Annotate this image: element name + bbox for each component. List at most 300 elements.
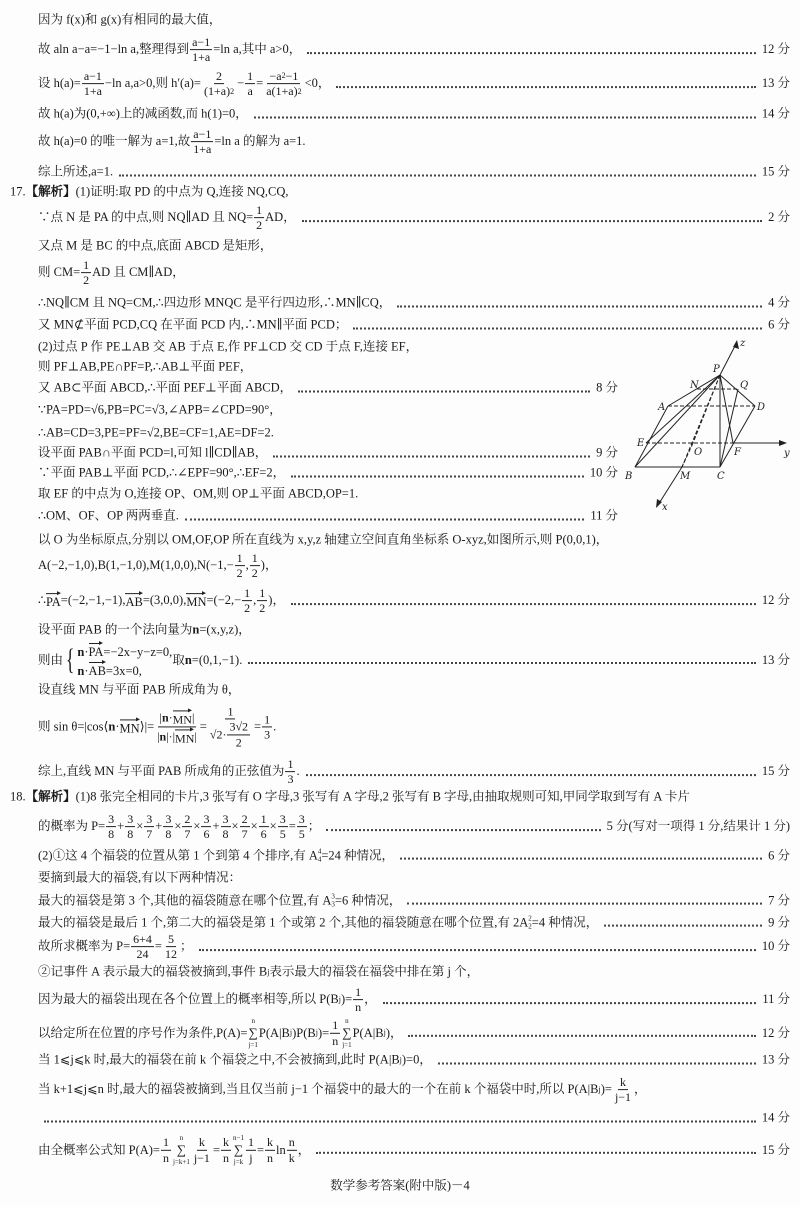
math-text: 2	[236, 566, 243, 581]
score-label: 12 分	[761, 1025, 790, 1040]
fraction	[297, 812, 307, 842]
score-label: 6 分	[768, 317, 790, 332]
solution-line	[38, 487, 618, 502]
bold-text: n	[108, 719, 116, 734]
equation-system	[63, 641, 172, 679]
solution-line	[38, 239, 790, 254]
superscript: 3	[331, 892, 335, 901]
math-text: 以 O 为坐标原点,分别以 OM,OF,OP 所在直线为 x,y,z 轴建立空间直角坐标系 O-xyz,如图所示,则 P(0,0,1)，	[38, 532, 609, 547]
math-text: =ln a,其中 a>0，	[213, 42, 302, 57]
math-text: A(−2,−1,0),B(1,−1,0),M(1,0,0),N(−1,−	[38, 558, 234, 573]
denominator	[353, 1001, 363, 1015]
solution-line	[38, 1017, 790, 1049]
fraction	[246, 1135, 256, 1165]
numerator	[259, 812, 269, 827]
math-text: 取 EF 的中点为 O,连接 OP、OM,则 OP⊥平面 ABCD,OP=1.	[38, 486, 359, 501]
score-label: 12 分	[761, 593, 790, 608]
solution-line	[38, 915, 790, 932]
math-text: 3	[108, 812, 115, 827]
label-Q: Q	[740, 380, 749, 391]
math-text: 2	[216, 69, 223, 84]
line-text	[38, 239, 272, 254]
math-text: 1	[259, 586, 266, 601]
label-D: D	[757, 402, 766, 413]
math-text: )，	[268, 593, 285, 608]
denominator	[221, 1151, 231, 1165]
vector: AB	[89, 660, 106, 679]
math-text: =(3,0,0),	[142, 593, 187, 608]
sum-upper: n	[345, 1016, 349, 1025]
superscript: 4	[317, 847, 322, 856]
dotted-leader	[44, 1120, 756, 1122]
line-text	[38, 757, 300, 787]
label-z: z	[740, 338, 746, 349]
math-text: ∴NQ∥CM 且 NQ=CM,∴四边形 MNQC 是平行四边形,∴MN∥CQ，	[38, 295, 392, 310]
math-text: 要摘到最大的福袋,有以下两种情况：	[38, 870, 242, 885]
math-text: 2	[259, 601, 266, 616]
math-text: .	[296, 764, 300, 779]
math-text: =	[256, 76, 264, 91]
math-text: =−2x−y−z=0,	[103, 645, 173, 659]
math-text: =(−2,−	[206, 593, 242, 608]
math-text: 综上所述,a=1.	[38, 164, 114, 179]
denominator	[235, 567, 245, 581]
bold-text: 【解析】	[25, 789, 76, 804]
math-text: ×	[231, 819, 239, 834]
fraction	[259, 812, 269, 842]
math-text: 1+a	[192, 50, 211, 65]
math-text: −ln a,a>0,则 h′(a)=	[104, 76, 201, 91]
sum-icon: ∑	[248, 1025, 258, 1041]
system-row	[77, 641, 172, 660]
math-text: 6+4	[133, 932, 152, 947]
solution-line	[38, 107, 790, 122]
y-arrow-icon	[779, 440, 787, 446]
line-text	[38, 932, 193, 962]
bold-text: n	[77, 645, 85, 659]
math-text: )=	[317, 1025, 330, 1040]
numerator	[166, 932, 176, 947]
math-text: 2	[251, 566, 258, 581]
label-x: x	[662, 502, 668, 513]
system-rows	[77, 641, 172, 679]
math-text: ,	[253, 593, 257, 608]
fraction	[613, 1075, 633, 1105]
dotted-leader	[326, 829, 600, 831]
math-text: 2	[241, 812, 248, 827]
solution-line	[38, 466, 618, 481]
numerator	[262, 712, 272, 727]
math-text: ∵点 N 是 PA 的中点,则 NQ∥AD 且 NQ=	[38, 210, 254, 225]
math-text: ；	[179, 939, 193, 954]
score-label: 2 分	[768, 210, 790, 225]
math-text: =(x,y,z)，	[199, 622, 251, 637]
denominator	[240, 828, 250, 842]
solution-line	[38, 641, 790, 679]
denominator	[613, 1091, 633, 1105]
math-text: =3x=0,	[105, 664, 142, 678]
fraction	[254, 203, 264, 233]
vector: PA	[46, 592, 61, 611]
fraction	[221, 812, 231, 842]
math-text: 因为 f(x)和 g(x)有相同的最大值，	[38, 12, 222, 27]
math-text: 则 CM=	[38, 265, 81, 280]
denominator	[82, 85, 104, 99]
dotted-leader	[438, 1062, 756, 1064]
math-text: 1	[227, 704, 234, 719]
numerator	[82, 69, 104, 84]
superscript: 2	[230, 86, 235, 96]
line-text	[38, 318, 347, 333]
math-text: 故 aln a−a=−1−ln a,整理得到	[38, 42, 190, 57]
denominator	[297, 828, 307, 842]
vector: MN	[186, 592, 206, 611]
numerator	[163, 812, 173, 827]
solution-line	[38, 533, 790, 548]
math-text: (2)①这 4 个福袋的位置从第 1 个到第 4 个排序,有 A	[38, 848, 318, 863]
label-O: O	[694, 447, 703, 458]
label-C: C	[717, 471, 725, 482]
numerator	[221, 1135, 231, 1150]
score-label: 15 分	[761, 164, 790, 179]
sum-upper: n	[179, 1133, 184, 1142]
fraction	[221, 1135, 231, 1165]
math-text: ∴	[38, 593, 46, 608]
math-text: 设直线 MN 与平面 PAB 所成角为 θ，	[38, 682, 241, 697]
math-text: ②记事件 A 表示最大的福袋被摘到,事件 B	[38, 964, 268, 979]
numerator	[278, 812, 288, 827]
solution-line	[38, 985, 790, 1015]
math-text: 又点 M 是 BC 的中点,底面 ABCD 是矩形，	[38, 238, 273, 253]
math-text: 3	[203, 812, 210, 827]
math-text: 设平面 PAB∩平面 PCD=l,可知 l∥CD∥AB，	[38, 445, 268, 460]
denominator	[278, 828, 288, 842]
fraction	[235, 551, 245, 581]
math-text: ∴AB=CD=3,PE=PF=√2,BE=CF=1,AE=DF=2.	[38, 425, 274, 440]
math-text: 7	[241, 827, 248, 842]
score-label: 10 分	[761, 939, 790, 954]
line-text	[10, 790, 690, 805]
math-text: a(1+a)	[266, 84, 298, 99]
dotted-leader	[307, 52, 756, 54]
x-axis	[658, 467, 682, 505]
denominator	[247, 1151, 254, 1165]
math-text: 3√2	[229, 719, 249, 734]
numerator	[250, 551, 260, 566]
math-text: 因为最大的福袋出现在各个位置上的概率相等,所以 P(B	[38, 992, 339, 1007]
math-text: +	[155, 819, 163, 834]
line-text	[38, 985, 377, 1015]
math-text: 当 k+1⩽j⩽n 时,最大的福袋被摘到,当且仅当前 j−1 个福袋中的最大的一个在前 k 个福袋中时,所以 P(A|B	[38, 1082, 599, 1097]
math-text: 设平面 PAB 的一个法向量为	[38, 622, 193, 637]
score-label: 13 分	[761, 1052, 790, 1067]
line-text	[38, 871, 241, 886]
dotted-leader	[291, 603, 756, 605]
math-text: )P(B	[292, 1025, 316, 1040]
subscript: 3	[331, 901, 335, 909]
dotted-leader	[604, 925, 762, 927]
denominator	[242, 602, 252, 616]
solution-line	[38, 757, 790, 787]
math-text: k	[223, 1135, 229, 1150]
math-text: ·	[84, 645, 89, 659]
label-B: B	[625, 471, 633, 482]
line-text	[38, 1053, 432, 1068]
math-text: |·|	[166, 729, 176, 744]
solution-line	[38, 360, 618, 375]
math-text: k	[288, 1150, 295, 1165]
math-text: ×	[174, 819, 182, 834]
numerator	[214, 69, 224, 84]
math-text: =24 种情况，	[321, 848, 395, 863]
math-text: P(A|B	[352, 1025, 384, 1040]
solution-line	[38, 340, 618, 355]
denominator	[190, 51, 212, 65]
subscript: 4	[317, 856, 322, 864]
line-text	[38, 426, 274, 441]
line-text	[38, 1134, 310, 1166]
numerator	[265, 1135, 275, 1150]
denominator	[144, 828, 154, 842]
solution-line	[38, 704, 790, 749]
numerator	[245, 69, 255, 84]
fraction	[163, 812, 173, 842]
solution-line	[38, 683, 790, 698]
math-text: )=	[340, 992, 353, 1007]
denominator	[257, 602, 267, 616]
solution-line	[38, 1134, 790, 1166]
line-text	[38, 551, 277, 581]
dotted-leader	[302, 220, 762, 222]
line-text	[38, 466, 285, 481]
numerator	[267, 69, 300, 84]
system-row	[77, 660, 172, 679]
math-text: 1	[247, 69, 254, 84]
label-E: E	[637, 438, 645, 449]
line-text	[38, 35, 301, 65]
dotted-leader	[291, 475, 584, 477]
fraction	[330, 1018, 340, 1048]
math-text: 6	[203, 827, 210, 842]
score-label: 13 分	[761, 652, 790, 667]
numerator	[125, 812, 135, 827]
sum-upper: n−1	[233, 1133, 244, 1142]
line-text	[38, 446, 267, 461]
denominator	[259, 828, 269, 842]
score-label: 14 分	[761, 106, 790, 121]
solution-line	[38, 1053, 790, 1068]
line-text	[38, 127, 306, 157]
math-text: ·	[115, 719, 120, 734]
denominator	[135, 948, 151, 962]
solution-line	[38, 403, 618, 418]
math-text: )，	[385, 1025, 403, 1040]
line-text	[38, 203, 296, 233]
solution-line	[38, 551, 790, 581]
solution-line	[38, 13, 790, 28]
math-text: k	[619, 1075, 626, 1090]
bold-text: n	[77, 664, 85, 678]
math-text: |	[159, 710, 162, 725]
math-text: a	[247, 84, 253, 99]
math-text: ；	[307, 819, 321, 834]
pyramid-coordinate-diagram	[610, 330, 800, 520]
label-A: A	[658, 402, 666, 413]
math-text: 8	[108, 827, 115, 842]
math-text: 3	[264, 727, 271, 742]
dotted-leader	[185, 518, 584, 520]
denominator	[250, 567, 260, 581]
dotted-leader	[248, 662, 756, 664]
solution-line	[38, 623, 790, 638]
math-text: k	[267, 1135, 274, 1150]
math-text: =	[199, 719, 207, 734]
solution-line	[38, 426, 618, 441]
line-text	[38, 296, 391, 311]
line-text	[38, 69, 330, 99]
math-text: −1	[285, 69, 299, 84]
math-text: =	[254, 719, 262, 734]
superscript: 2	[297, 86, 302, 96]
line-text	[10, 185, 289, 200]
subscript: j	[315, 1028, 318, 1038]
math-text: 8	[222, 827, 229, 842]
numerator	[257, 586, 267, 601]
math-text: ，	[297, 1142, 311, 1157]
line-text	[38, 13, 221, 28]
sum-icon: ∑	[342, 1025, 352, 1041]
math-text: AD，	[265, 210, 296, 225]
solution-line	[38, 127, 790, 157]
numerator	[618, 1075, 628, 1090]
score-label: 15 分	[761, 764, 790, 779]
dotted-leader	[306, 774, 756, 776]
math-text: ∵平面 PAB⊥平面 PCD,∴∠EPF=90°,∴EF=2，	[38, 465, 286, 480]
line-text	[38, 1075, 647, 1105]
math-text: n	[267, 1150, 274, 1165]
math-text: 7	[184, 827, 191, 842]
math-text: )=0，	[401, 1052, 432, 1067]
score-label: 11 分	[590, 508, 618, 523]
math-text: 又 AB⊂平面 ABCD,∴平面 PEF⊥平面 ABCD，	[38, 380, 293, 395]
math-text: )，	[260, 558, 278, 573]
subscript: j	[399, 1055, 402, 1065]
math-text: =(−2,−1,−1),	[60, 593, 126, 608]
sum-upper: n	[251, 1016, 255, 1025]
solution-line	[38, 812, 790, 842]
bold-text: n	[159, 729, 167, 744]
math-text: =	[212, 1142, 220, 1157]
line-text	[38, 623, 251, 638]
fraction	[106, 812, 116, 842]
math-text: 2	[235, 735, 242, 750]
dotted-leader	[298, 390, 590, 392]
fraction	[242, 586, 252, 616]
fraction	[163, 932, 179, 962]
math-text: 18.	[10, 789, 26, 804]
segment-OM	[682, 443, 693, 467]
math-text: +	[212, 819, 220, 834]
math-text: 最大的福袋是最后 1 个,第二大的福袋是第 1 个或第 2 个,其他的福袋随意在哪个位置,有 2A	[38, 915, 529, 930]
fraction	[191, 127, 213, 157]
dotted-leader	[336, 86, 755, 88]
denominator	[287, 1151, 297, 1165]
score-label: 5 分(写对一项得 1 分,结果计 1 分)	[606, 819, 790, 834]
solution-line	[10, 790, 790, 805]
math-text: 1	[83, 258, 90, 273]
math-text: 1	[251, 551, 258, 566]
math-text: (1)证明:取 PD 的中点为 Q,连接 NQ,CQ,	[75, 184, 289, 199]
math-text: .	[273, 719, 277, 734]
math-text: |	[157, 729, 160, 744]
math-text: ∴OM、OF、OP 两两垂直.	[38, 508, 179, 523]
math-text: 故所求概率为 P=	[38, 939, 131, 954]
numerator	[330, 1018, 340, 1033]
numerator	[242, 586, 252, 601]
math-text: =4 种情况，	[531, 915, 599, 930]
subscript: j	[289, 1028, 293, 1038]
math-text: j−1	[193, 1150, 210, 1165]
sum-icon: ∑	[176, 1142, 187, 1158]
denominator	[202, 85, 236, 99]
math-text: n	[288, 1135, 295, 1150]
math-text: P(A|B	[258, 1025, 290, 1040]
solution-line	[38, 296, 790, 311]
denominator	[262, 727, 272, 741]
math-text: 6	[260, 827, 267, 842]
fraction	[278, 812, 288, 842]
sum-lower: j=1	[342, 1040, 352, 1049]
math-text: ·	[84, 664, 89, 678]
denominator	[265, 1151, 275, 1165]
math-text: k	[198, 1135, 205, 1150]
dotted-leader	[199, 949, 756, 951]
line-text	[38, 812, 320, 842]
math-text: 1	[244, 586, 251, 601]
math-text: (2)过点 P 作 PE⊥AB 交 AB 于点 E,作 PF⊥CD 交 CD 于点 F,连接 EF，	[38, 339, 419, 354]
math-text: 1	[236, 551, 243, 566]
math-text: a−1	[83, 69, 102, 84]
dotted-leader	[400, 858, 762, 860]
fraction	[202, 69, 236, 99]
solution-line	[38, 165, 790, 180]
math-text: 8	[165, 827, 172, 842]
fraction	[82, 69, 104, 99]
sum-lower: j=k+1	[172, 1157, 190, 1166]
line-text	[38, 893, 401, 910]
math-text: n	[162, 1150, 169, 1165]
math-text: =	[288, 819, 296, 834]
math-text: <0，	[304, 76, 331, 91]
math-text: ln	[276, 1142, 286, 1157]
math-text: 故 h(a)为(0,+∞)上的减函数,而 h(1)=0，	[38, 106, 248, 121]
math-text: 2	[256, 218, 263, 233]
line-text	[38, 403, 282, 418]
line-text	[38, 915, 598, 932]
score-label: 14 分	[761, 1110, 790, 1125]
denominator	[201, 828, 211, 842]
line-text	[38, 586, 285, 616]
page-footer: 数学参考答案(附中版)－4	[330, 1178, 470, 1193]
numerator	[297, 812, 307, 827]
numerator	[131, 932, 154, 947]
math-text: 则由	[38, 652, 64, 667]
denominator	[191, 143, 213, 157]
sum-icon: ∑	[233, 1142, 244, 1158]
math-text: 1	[162, 1135, 169, 1150]
math-text: a−1	[192, 35, 211, 50]
math-text: 由全概率公式知 P(A)=	[38, 1142, 160, 1157]
